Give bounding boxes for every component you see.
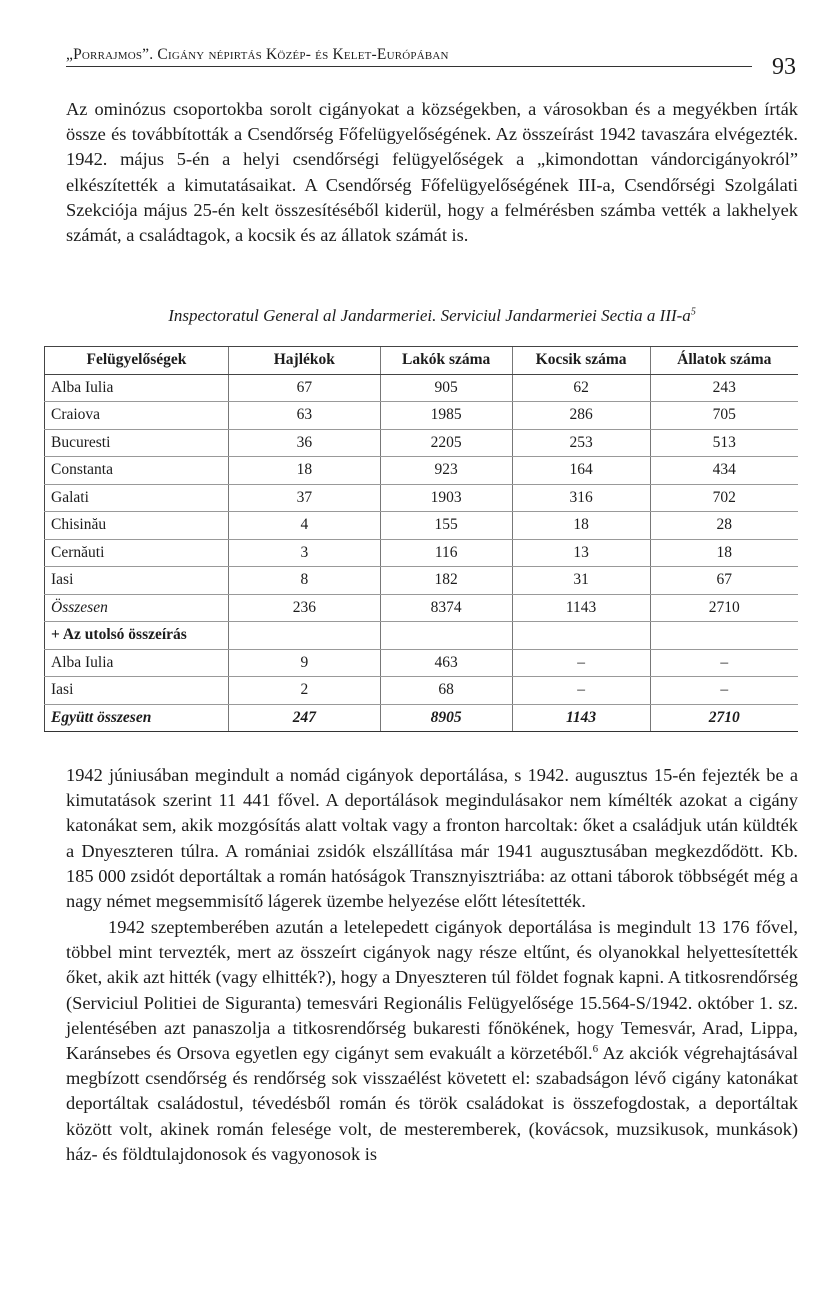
subheading-row bbox=[45, 622, 799, 650]
table-cell: 1985 bbox=[380, 402, 512, 430]
table-cell: 18 bbox=[512, 512, 650, 540]
column-header: Felügyelőségek bbox=[45, 347, 229, 375]
empty-cell bbox=[650, 622, 798, 650]
table-cell: 513 bbox=[650, 429, 798, 457]
sum-row bbox=[45, 594, 799, 622]
row-label: Alba Iulia bbox=[45, 649, 229, 677]
table-row bbox=[45, 457, 799, 485]
table-cell: 905 bbox=[380, 374, 512, 402]
table-cell: 4 bbox=[228, 512, 380, 540]
row-label: Iasi bbox=[45, 677, 229, 705]
column-header: Kocsik száma bbox=[512, 347, 650, 375]
table-cell: 243 bbox=[650, 374, 798, 402]
row-label: Alba Iulia bbox=[45, 374, 229, 402]
table-cell: – bbox=[512, 677, 650, 705]
caption-text: Inspectoratul General al Jandarmeriei. Serviciul Jandarmeriei Sectia a III-a bbox=[168, 306, 691, 325]
table-cell: – bbox=[512, 649, 650, 677]
table-row bbox=[45, 429, 799, 457]
table-cell: 8374 bbox=[380, 594, 512, 622]
table-cell: 116 bbox=[380, 539, 512, 567]
column-header: Lakók száma bbox=[380, 347, 512, 375]
table-cell: 37 bbox=[228, 484, 380, 512]
row-label: Chisinău bbox=[45, 512, 229, 540]
table-cell: 182 bbox=[380, 567, 512, 595]
paragraph-september bbox=[66, 915, 798, 1167]
table-cell: 247 bbox=[228, 704, 380, 732]
table-cell: 67 bbox=[650, 567, 798, 595]
table-row bbox=[45, 484, 799, 512]
row-label: Bucuresti bbox=[45, 429, 229, 457]
paragraph-september-continued: Az akciók végrehajtásával megbízott csendőrség és rendőrség sok visszaélést követett el: szabadságon lévő cigány katonákat deportáltak családostul, tévedésből román és török családokat is összefogdostak, a deportáltak között volt, akinek román felesége volt, de mesteremberek, (kovácsok, muzsikusok, munkások) ház- és földtulajdonosok és vagyonosok is bbox=[66, 1043, 799, 1164]
table-cell: 253 bbox=[512, 429, 650, 457]
row-label: Iasi bbox=[45, 567, 229, 595]
row-label: Összesen bbox=[45, 594, 229, 622]
caption-footnote-marker: 5 bbox=[690, 306, 696, 318]
row-label: Együtt összesen bbox=[45, 704, 229, 732]
table-cell: 434 bbox=[650, 457, 798, 485]
total-row bbox=[45, 704, 799, 732]
empty-cell bbox=[512, 622, 650, 650]
table-header-row bbox=[45, 347, 799, 375]
page-header bbox=[66, 42, 796, 80]
column-header: Állatok száma bbox=[650, 347, 798, 375]
table-cell: 316 bbox=[512, 484, 650, 512]
paragraph-deportation: 1942 júniusában megindult a nomád cigányok deportálása, s 1942. augusztus 15-én fejezték be a kimutatások szerint 11 441 fővel. A deportálások megindulásakor nem kímélték azokat a cigány katonákat sem, akik mozgósítás alatt voltak vagy a fronton harcoltak: őket a családjuk után küldték a Dnyeszteren túlra. A romániai zsidók elszállítása már 1941 augusztusában megkezdődött. Kb. 185 000 zsidót deportáltak a román hatóságok Transznyisztriába: az ottani táborok többségét még a nagy német megsemmisítő lágerek üzembe helyezése előtt létesítették. bbox=[66, 765, 798, 912]
table-cell: 463 bbox=[380, 649, 512, 677]
footnote-marker: 6 bbox=[592, 1042, 599, 1055]
table-cell: 8905 bbox=[380, 704, 512, 732]
paragraph-september-text: 1942 szeptemberében azután a letelepedett cigányok deportálása is megindult 13 176 fővel, többel mint tervezték, mert az összeírt cigányok nagy része eltűnt, és olyanokkal helyettesítették őket, akik azt hitték (vagy elhitték?), hogy a Dnyeszteren túl földet fognak kapni. A titkosrendőrség (Serviciul Politiei de Siguranta) temesvári Regionális Felügyelősége 15.564-S/1942. október 1. sz. jelentésében azt panaszolja a titkosrendőrség bukaresti főnökének, hogy Temesvár, Arad, Lippa, Karánsebes és Orsova egyetlen egy cigányt sem evakuált a körzetéből. bbox=[66, 917, 798, 1064]
table-cell: 3 bbox=[228, 539, 380, 567]
table-cell: 9 bbox=[228, 649, 380, 677]
table-cell: 236 bbox=[228, 594, 380, 622]
table-cell: 1903 bbox=[380, 484, 512, 512]
table-cell: 62 bbox=[512, 374, 650, 402]
table-cell: 164 bbox=[512, 457, 650, 485]
table-row bbox=[45, 374, 799, 402]
table-cell: 68 bbox=[380, 677, 512, 705]
table-cell: 63 bbox=[228, 402, 380, 430]
table-row bbox=[45, 539, 799, 567]
table-row bbox=[45, 567, 799, 595]
column-header: Hajlékok bbox=[228, 347, 380, 375]
table-cell: 702 bbox=[650, 484, 798, 512]
table-cell: 67 bbox=[228, 374, 380, 402]
table-cell: 2710 bbox=[650, 594, 798, 622]
paragraph-intro: Az ominózus csoportokba sorolt cigányokat a községekben, a városokban és a megyékben írták össze és továbbították a Csendőrség Főfelügyelőségének. Az összeírást 1942 tavaszára elvégezték. 1942. május 5-én a helyi csendőrségi felügyelőségek a „kimondottan vándorcigányokról” elkészítették a kimutatásaikat. A Csendőrség Főfelügyelőségének III-a, Csendőrségi Szolgálati Szekciója május 25-én kelt összesítéséből kiderül, hogy a felmérésben számba vették a lakhelyek számát, a családtagok, a kocsik és az állatok számát is. bbox=[66, 99, 798, 246]
row-label: Galati bbox=[45, 484, 229, 512]
table-body bbox=[45, 374, 799, 732]
subheading-label: + Az utolsó összeírás bbox=[45, 622, 229, 650]
table-cell: 923 bbox=[380, 457, 512, 485]
table-row bbox=[45, 402, 799, 430]
header-rule bbox=[66, 66, 752, 67]
table-cell: 705 bbox=[650, 402, 798, 430]
table-row bbox=[45, 649, 799, 677]
table-cell: 13 bbox=[512, 539, 650, 567]
row-label: Craiova bbox=[45, 402, 229, 430]
running-title: „Porrajmos”. Cigány népirtás Közép- és Kelet-Európában bbox=[66, 46, 449, 63]
table-cell: 18 bbox=[228, 457, 380, 485]
empty-cell bbox=[380, 622, 512, 650]
table-cell: 8 bbox=[228, 567, 380, 595]
table-cell: 36 bbox=[228, 429, 380, 457]
table-cell: 1143 bbox=[512, 594, 650, 622]
table-cell: 31 bbox=[512, 567, 650, 595]
page-number: 93 bbox=[772, 54, 796, 80]
table-cell: 18 bbox=[650, 539, 798, 567]
table-cell: 2710 bbox=[650, 704, 798, 732]
table-cell: – bbox=[650, 677, 798, 705]
table-cell: 2 bbox=[228, 677, 380, 705]
table-cell: 155 bbox=[380, 512, 512, 540]
table-cell: – bbox=[650, 649, 798, 677]
table-cell: 28 bbox=[650, 512, 798, 540]
row-label: Cernăuti bbox=[45, 539, 229, 567]
table-cell: 286 bbox=[512, 402, 650, 430]
row-label: Constanta bbox=[45, 457, 229, 485]
table-caption bbox=[66, 306, 798, 326]
table-row bbox=[45, 512, 799, 540]
table-row bbox=[45, 677, 799, 705]
statistics-table bbox=[44, 346, 798, 732]
empty-cell bbox=[228, 622, 380, 650]
table-cell: 1143 bbox=[512, 704, 650, 732]
table-cell: 2205 bbox=[380, 429, 512, 457]
